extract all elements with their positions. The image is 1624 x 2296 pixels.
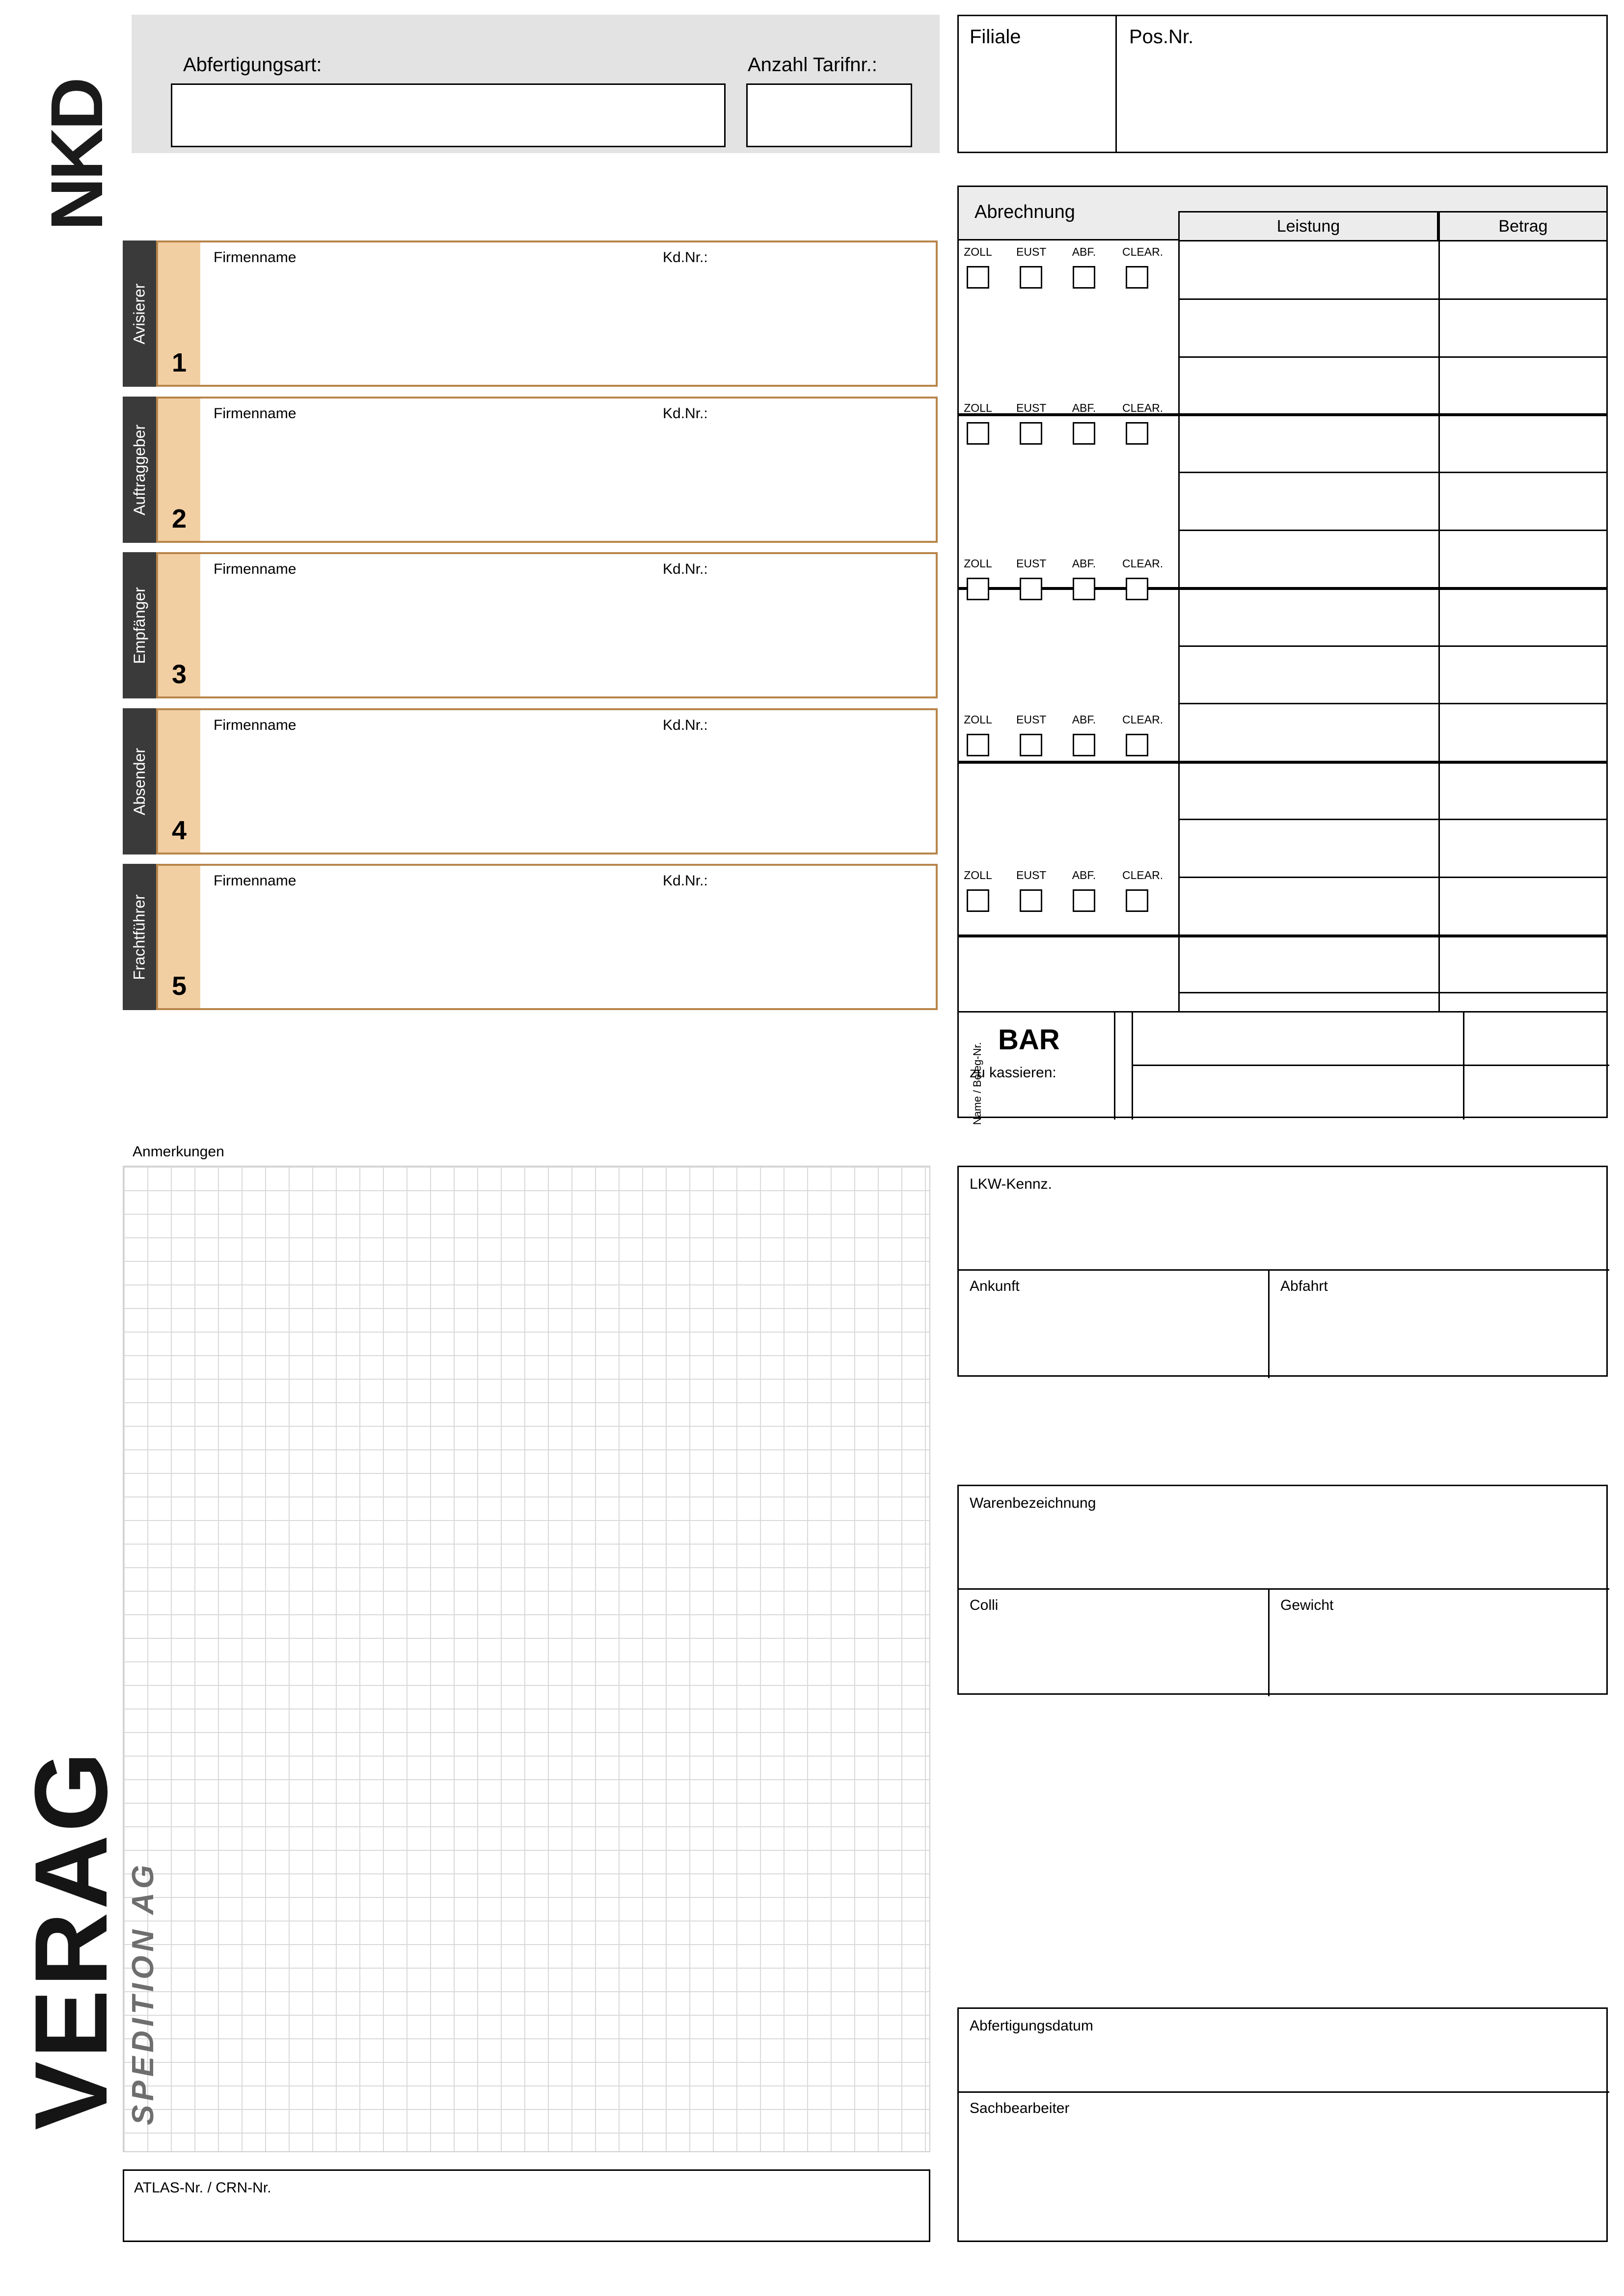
checkbox-label-abf: ABF. [1072,401,1096,414]
party-row-1 [123,240,938,387]
transport-hsep [959,1269,1609,1271]
party-tab-5 [123,864,156,1010]
checkbox-label-abf: ABF. [1072,713,1096,726]
abrechnung-row-sep [1178,877,1608,878]
kdnr-input-4[interactable] [663,743,918,841]
ankunft-label: Ankunft [970,1278,1020,1294]
anmerkungen-grid[interactable] [123,1166,930,2152]
abrechnung-row-sep [1178,703,1608,704]
checkbox-label-clear: CLEAR. [1122,869,1164,881]
abrechnung-cell-betrag[interactable] [1446,535,1603,586]
firmenname-label-5: Firmenname [214,873,297,889]
warenbezeichnung-value[interactable] [970,1522,1593,1585]
checkbox-label-eust: EUST [1016,245,1047,258]
checkbox-label-zoll: ZOLL [964,869,992,881]
abrechnung-cell-betrag[interactable] [1446,362,1603,412]
party-tab-label: Frachtführer [130,894,148,980]
kdnr-input-1[interactable] [663,275,918,373]
bar-betrag-2[interactable] [1472,1074,1599,1108]
bar-label: BAR [998,1024,1060,1056]
posnr-box[interactable] [1115,15,1608,153]
abrechnung-divider-1 [1178,240,1180,1118]
abrechnung-divider-2 [1438,240,1440,1118]
abrechnung-row-sep [1178,530,1608,531]
abrechnung-body [957,240,1608,1118]
checkbox-label-zoll: ZOLL [964,557,992,570]
party-tab-label: Avisierer [130,283,148,344]
kdnr-input-2[interactable] [663,431,918,529]
checkbox-abf-4[interactable] [1073,734,1095,756]
abrechnung-cell-leistung[interactable] [1183,709,1434,759]
anzahl-tarifnr-input[interactable] [746,83,912,147]
firmenname-input-4[interactable] [214,743,646,841]
abrechnung-cell-betrag[interactable] [1446,478,1603,528]
abrechnung-cell-leistung[interactable] [1183,420,1434,470]
checkbox-label-zoll: ZOLL [964,713,992,726]
goods-box [957,1485,1608,1695]
abfertigungsart-label: Abfertigungsart: [183,54,322,76]
firmenname-input-3[interactable] [214,587,646,685]
checkbox-abf-2[interactable] [1073,422,1095,445]
posnr-value [1129,60,1601,147]
checkbox-label-clear: CLEAR. [1122,401,1164,414]
abrechnung-col-betrag: Betrag [1438,211,1608,241]
bar-divider-2 [1132,1013,1133,1120]
colli-value[interactable] [970,1626,1254,1690]
goods-vsep [1268,1588,1270,1696]
kdnr-input-3[interactable] [663,587,918,685]
abrechnung-cell-betrag[interactable] [1446,709,1603,759]
abrechnung-row-sep [1178,298,1608,300]
party-row-5 [123,864,938,1010]
bar-betrag-1[interactable] [1472,1022,1599,1057]
abrechnung-cell-leistung[interactable] [1183,593,1434,643]
checkbox-eust-1[interactable] [1020,266,1042,289]
party-tab-label: Auftraggeber [130,424,148,515]
checkbox-clear-4[interactable] [1126,734,1148,756]
party-row-4 [123,708,938,854]
abrechnung-row-sep [1178,992,1608,993]
party-number-3 [158,554,200,696]
party-number-label: 4 [171,816,187,845]
abrechnung-row-sep [1178,645,1608,647]
footer-box [957,2007,1608,2242]
checkbox-label-clear: CLEAR. [1122,557,1164,570]
checkbox-label-clear: CLEAR. [1122,245,1164,258]
abrechnung-block-sep-4 [957,934,1608,937]
abrechnung-row-sep [1178,819,1608,820]
checkbox-zoll-1[interactable] [967,266,989,289]
atlas-box[interactable] [123,2169,930,2242]
checkbox-eust-3[interactable] [1020,578,1042,600]
abrechnung-cell-leistung[interactable] [1183,362,1434,412]
firmenname-label-1: Firmenname [214,249,297,266]
kdnr-label-4: Kd.Nr.: [663,717,708,733]
checkbox-label-zoll: ZOLL [964,401,992,414]
abfertigungsdatum-value[interactable] [970,2044,1593,2088]
gewicht-label: Gewicht [1280,1597,1334,1613]
atlas-label: ATLAS-Nr. / CRN-Nr. [134,2180,271,2196]
abrechnung-cell-betrag[interactable] [1446,767,1603,817]
checkbox-clear-1[interactable] [1126,266,1148,289]
checkbox-label-abf: ABF. [1072,245,1096,258]
checkbox-label-eust: EUST [1016,401,1047,414]
abrechnung-cell-leistung[interactable] [1183,478,1434,528]
colli-label: Colli [970,1597,999,1613]
warenbezeichnung-label: Warenbezeichnung [970,1495,1096,1511]
verag-logo [13,1749,161,2130]
checkbox-zoll-3[interactable] [967,578,989,600]
ankunft-value[interactable] [970,1307,1254,1371]
bar-value[interactable] [1140,1022,1455,1057]
transport-box [957,1166,1608,1377]
abrechnung-cell-leistung[interactable] [1183,651,1434,701]
checkbox-group-3 [963,557,1179,621]
party-tab-label: Empfänger [130,587,148,664]
checkbox-label-clear: CLEAR. [1122,713,1164,726]
party-tab-4 [123,708,156,854]
checkbox-zoll-2[interactable] [967,422,989,445]
checkbox-clear-2[interactable] [1126,422,1148,445]
checkbox-label-eust: EUST [1016,869,1047,881]
abrechnung-row-sep [1178,356,1608,358]
abrechnung-cell-betrag[interactable] [1446,940,1603,990]
abrechnung-cell-leistung[interactable] [1183,882,1434,933]
name-beleg-label: Name / Beleg-Nr. [971,1042,983,1125]
party-number-4 [158,710,200,853]
checkbox-zoll-5[interactable] [967,889,989,912]
abfertigungsart-panel [132,15,940,153]
checkbox-group-4 [963,713,1179,777]
firmenname-label-3: Firmenname [214,561,297,577]
abfahrt-value[interactable] [1280,1307,1565,1371]
checkbox-label-abf: ABF. [1072,557,1096,570]
checkbox-clear-5[interactable] [1126,889,1148,912]
anzahl-tarifnr-label: Anzahl Tarifnr.: [748,54,877,76]
party-tab-label: Absender [130,748,148,815]
checkbox-label-abf: ABF. [1072,869,1096,881]
party-number-2 [158,399,200,541]
checkbox-eust-5[interactable] [1020,889,1042,912]
lkw-kennz-value[interactable] [970,1202,1593,1266]
checkbox-label-zoll: ZOLL [964,245,992,258]
kdnr-label-2: Kd.Nr.: [663,405,708,422]
checkbox-eust-4[interactable] [1020,734,1042,756]
checkbox-clear-3[interactable] [1126,578,1148,600]
transport-vsep [1268,1269,1270,1378]
footer-hsep [959,2091,1609,2093]
checkbox-zoll-4[interactable] [967,734,989,756]
abrechnung-cell-betrag[interactable] [1446,882,1603,933]
abrechnung-title: Abrechnung [974,202,1075,222]
checkbox-eust-2[interactable] [1020,422,1042,445]
party-tab-1 [123,240,156,387]
party-number-5 [158,866,200,1008]
atlas-value [134,2208,922,2237]
firmenname-input-1[interactable] [214,275,646,373]
checkbox-label-eust: EUST [1016,557,1047,570]
kdnr-label-3: Kd.Nr.: [663,561,708,577]
firmenname-label-2: Firmenname [214,405,297,422]
kdnr-input-5[interactable] [663,898,918,996]
party-number-label: 2 [171,504,187,534]
bar-row-sep [1132,1065,1609,1066]
posnr-label: Pos.Nr. [1129,26,1194,48]
lkw-kennz-label: LKW-Kennz. [970,1176,1052,1192]
sachbearbeiter-label: Sachbearbeiter [970,2100,1070,2116]
abrechnung-cell-leistung[interactable] [1183,825,1434,875]
sachbearbeiter-value[interactable] [970,2129,1593,2237]
abrechnung-cell-leistung[interactable] [1183,535,1434,586]
abrechnung-cell-leistung[interactable] [1183,246,1434,296]
firmenname-input-5[interactable] [214,898,646,996]
abfertigungsart-input[interactable] [171,83,726,147]
verag-logo-text: VERAG [13,1749,129,2130]
checkbox-group-2 [963,401,1179,465]
party-row-3 [123,552,938,698]
kdnr-label-5: Kd.Nr.: [663,873,708,889]
verag-logo-block [13,1659,160,2140]
goods-hsep [959,1588,1609,1590]
party-tab-3 [123,552,156,698]
abrechnung-cell-betrag[interactable] [1446,420,1603,470]
abrechnung-row-sep [1178,472,1608,473]
checkbox-group-5 [963,869,1179,933]
verag-logo-subtext: SPEDITION AG [126,1861,160,2125]
abrechnung-cell-leistung[interactable] [1183,940,1434,990]
firmenname-input-2[interactable] [214,431,646,529]
abrechnung-cell-leistung[interactable] [1183,767,1434,817]
abrechnung-cell-betrag[interactable] [1446,593,1603,643]
abfahrt-label: Abfahrt [1280,1278,1328,1294]
firmenname-label-4: Firmenname [214,717,297,733]
abrechnung-col-leistung: Leistung [1178,211,1438,241]
abrechnung-cell-betrag[interactable] [1446,825,1603,875]
gewicht-value[interactable] [1280,1626,1565,1690]
party-number-label: 5 [171,971,187,1001]
kdnr-label-1: Kd.Nr.: [663,249,708,266]
checkbox-group-1 [963,245,1179,309]
nkd-logo-block [15,15,123,245]
filiale-box[interactable] [957,15,1117,153]
abrechnung-cell-betrag[interactable] [1446,304,1603,354]
zu-kassieren-label: zu kassieren: [970,1065,1056,1081]
checkbox-abf-5[interactable] [1073,889,1095,912]
checkbox-label-eust: EUST [1016,713,1047,726]
party-number-label: 3 [171,660,187,689]
party-row-2 [123,397,938,543]
party-number-1 [158,242,200,385]
checkbox-abf-3[interactable] [1073,578,1095,600]
filiale-value [970,60,1110,147]
bar-divider-3 [1463,1013,1464,1120]
party-number-label: 1 [171,348,187,377]
bar-divider-1 [1114,1013,1115,1120]
party-tab-2 [123,397,156,543]
abrechnung-cell-betrag[interactable] [1446,246,1603,296]
bar-block [957,1011,1608,1125]
filiale-label: Filiale [970,26,1021,48]
nkd-logo-text: NKD [35,80,118,231]
abrechnung-cell-betrag[interactable] [1446,651,1603,701]
checkbox-abf-1[interactable] [1073,266,1095,289]
abrechnung-cell-leistung[interactable] [1183,304,1434,354]
abfertigungsdatum-label: Abfertigungsdatum [970,2018,1093,2034]
anmerkungen-label: Anmerkungen [133,1144,224,1160]
